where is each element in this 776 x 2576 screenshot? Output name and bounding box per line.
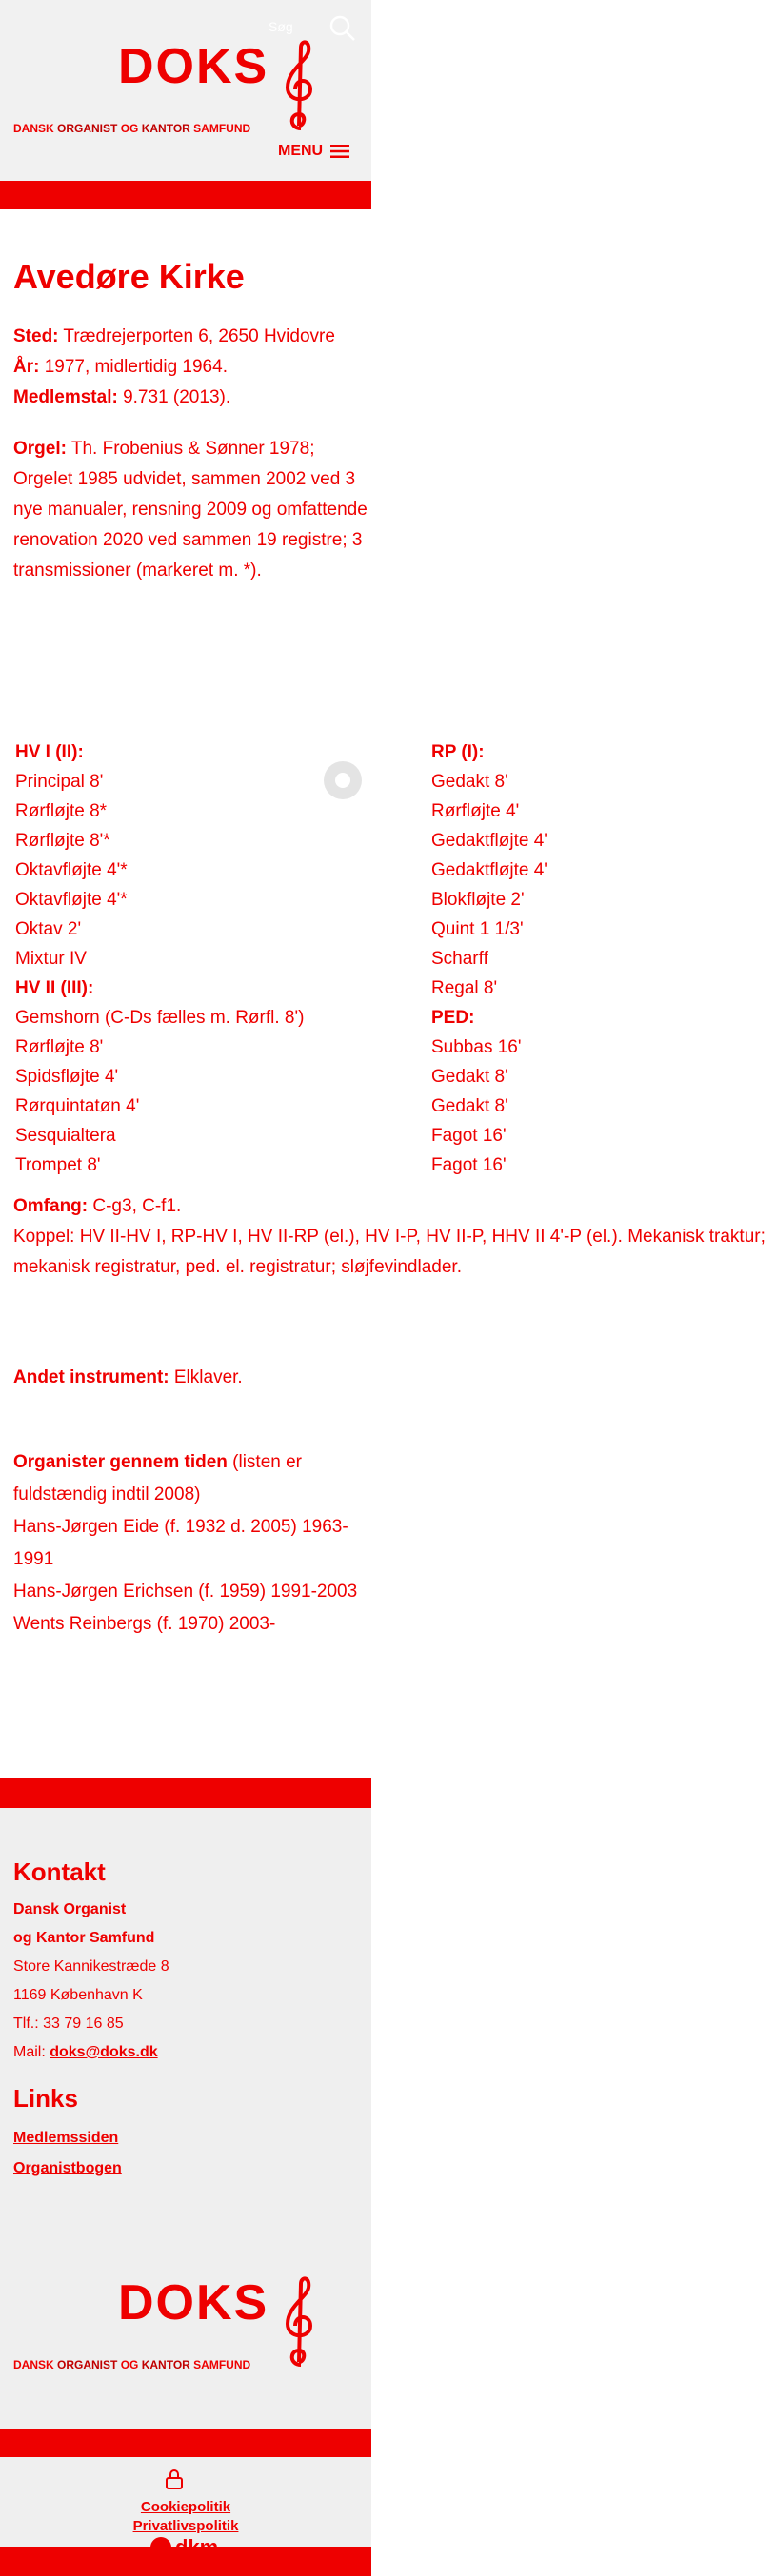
- footer-logo-sub-og: OG: [117, 2358, 142, 2371]
- sted-label: Sted:: [13, 326, 59, 346]
- organist-item: Hans-Jørgen Eide (f. 1932 d. 2005) 1963-1991: [13, 1517, 348, 1569]
- left-register: Oktavfløjte 4'*: [15, 860, 128, 880]
- cookie-policy-link[interactable]: Cookiepolitik: [140, 2499, 231, 2515]
- andet-line: [13, 1363, 368, 1393]
- right-register: Fagot 16': [431, 1126, 507, 1146]
- right-register: Gedakt 8': [431, 1067, 508, 1087]
- registers-right-column: [431, 737, 717, 1180]
- orgel-value: Th. Frobenius & Sønner 1978; Orgelet 1985 udvidet, sammen 2002 ved 3 nye manualer, rensning 2009 og omfattende renovation 2020 ved sammen 19 registre; 3 transmissioner (markeret m. *).: [13, 439, 368, 580]
- medlemstal-value: 9.731 (2013).: [117, 387, 231, 407]
- link-organistbogen[interactable]: Organistbogen: [13, 2160, 122, 2176]
- org-name-2: og Kantor Samfund: [13, 1930, 155, 1946]
- right-register: Scharff: [431, 949, 488, 969]
- address-line-1: Store Kannikestræde 8: [13, 1958, 169, 1975]
- left-register: Oktavfløjte 4'*: [15, 890, 128, 910]
- phone-number: Tlf.: 33 79 16 85: [13, 2016, 124, 2032]
- koppel-line: Koppel: HV II-HV I, RP-HV I, HV II-RP (el.), HV I-P, HV II-P, HHV II 4'-P (el.). Mekanisk traktur; mekanisk registratur, ped. el. registratur; sløjfevindlader.: [13, 1227, 766, 1277]
- organists-note: (listen er fuldstændig indtil 2008): [13, 1452, 303, 1504]
- right-register: Gedakt 8': [431, 772, 508, 792]
- footer-logo-subtitle: [13, 2358, 250, 2371]
- left-register: Rørquintatøn 4': [15, 1096, 140, 1116]
- andet-instrument: [13, 1363, 368, 1393]
- organists-section: [13, 1446, 368, 1641]
- omfang-section: [13, 1191, 766, 1283]
- right-register: Blokfløjte 2': [431, 890, 525, 910]
- footer-logo-sub-dansk: DANSK: [13, 2358, 58, 2371]
- link-medlemssiden[interactable]: Medlemssiden: [13, 2130, 119, 2146]
- menu-label: MENU: [278, 143, 324, 159]
- left-register: Rørfløjte 8': [15, 1037, 104, 1057]
- orgel-label: Orgel:: [13, 439, 67, 459]
- mail-label: Mail:: [13, 2044, 50, 2060]
- fact-medlemstal: [13, 383, 368, 413]
- footer-treble-clef-icon: [280, 2274, 318, 2370]
- footer-logo-sub-organist: ORGANIST: [57, 2358, 118, 2371]
- footer-logo-sub-kantor: KANTOR: [141, 2358, 190, 2371]
- organist-item: Hans-Jørgen Erichsen (f. 1959) 1991-2003: [13, 1582, 358, 1602]
- header-divider-bar: [0, 181, 371, 209]
- left-register: Oktav 2': [15, 919, 82, 939]
- footer-bottom-bar: [0, 2429, 371, 2457]
- left-register: Sesquialtera: [15, 1126, 116, 1146]
- right-register: Gedakt 8': [431, 1096, 508, 1116]
- hamburger-icon: [330, 145, 349, 158]
- footer-logo-wordmark: DOKS: [118, 2275, 269, 2330]
- organist-list: [13, 1511, 368, 1641]
- organists-label: Organister gennem tiden: [13, 1452, 228, 1472]
- menu-button[interactable]: [278, 143, 349, 160]
- right-heading: RP (I):: [431, 742, 485, 762]
- page-bottom-bar: [0, 2547, 371, 2576]
- sted-value: Trædrejerporten 6, 2650 Hvidovre: [58, 326, 335, 346]
- church-article: [13, 257, 368, 586]
- address-line-2: 1169 København K: [13, 1987, 143, 2003]
- doks-logo[interactable]: [13, 38, 356, 143]
- omfang-label: Omfang:: [13, 1196, 89, 1216]
- organists-heading: [13, 1446, 368, 1511]
- logo-sub-kantor: KANTOR: [141, 122, 190, 135]
- left-register: Mixtur IV: [15, 949, 87, 969]
- right-register: Gedaktfløjte 4': [431, 831, 547, 851]
- footer-logo[interactable]: [13, 2274, 356, 2379]
- treble-clef-icon: [280, 38, 318, 133]
- contact-block: [13, 1896, 169, 2067]
- left-register: Spidsfløjte 4': [15, 1067, 119, 1087]
- omfang-value: C-g3, C-f1.: [88, 1196, 182, 1216]
- mail-line: [13, 2038, 169, 2067]
- fact-aar: [13, 352, 368, 383]
- fact-orgel: [13, 434, 368, 586]
- links-heading: Links: [13, 2084, 78, 2113]
- lock-icon: [164, 2468, 185, 2489]
- site-header: [0, 0, 371, 181]
- left-register: Rørfløjte 8'*: [15, 831, 110, 851]
- left-heading: HV II (III):: [15, 978, 94, 998]
- medlemstal-label: Medlemstal:: [13, 387, 118, 407]
- footer-logo-sub-samfund: SAMFUND: [189, 2358, 251, 2371]
- left-register: Rørfløjte 8*: [15, 801, 108, 821]
- right-register: Subbas 16': [431, 1037, 522, 1057]
- andet-label: Andet instrument:: [13, 1367, 169, 1387]
- andet-value: Elklaver.: [169, 1367, 243, 1387]
- right-register: Regal 8': [431, 978, 498, 998]
- privacy-policy-link[interactable]: Privatlivspolitik: [132, 2518, 239, 2534]
- registers-left-column: [15, 737, 377, 1180]
- logo-sub-og: OG: [117, 122, 142, 135]
- right-register: Quint 1 1/3': [431, 919, 524, 939]
- aar-value: 1977, midlertidig 1964.: [39, 357, 228, 377]
- logo-wordmark: DOKS: [118, 39, 269, 94]
- left-register: Principal 8': [15, 772, 104, 792]
- logo-sub-dansk: DANSK: [13, 122, 58, 135]
- org-name-1: Dansk Organist: [13, 1901, 127, 1917]
- logo-sub-samfund: SAMFUND: [189, 122, 251, 135]
- right-heading: PED:: [431, 1008, 475, 1028]
- aar-label: År:: [13, 357, 40, 377]
- search-label: Søg: [269, 19, 293, 34]
- footer-divider-bar: [0, 1778, 371, 1808]
- logo-sub-organist: ORGANIST: [57, 122, 118, 135]
- right-register: Gedaktfløjte 4': [431, 860, 547, 880]
- fact-sted: [13, 322, 368, 352]
- left-register: Trompet 8': [15, 1155, 101, 1175]
- right-register: Fagot 16': [431, 1155, 507, 1175]
- organist-item: Wents Reinbergs (f. 1970) 2003-: [13, 1614, 276, 1634]
- page-title: Avedøre Kirke: [13, 257, 245, 296]
- logo-subtitle: [13, 122, 250, 135]
- left-register: Gemshorn (C-Ds fælles m. Rørfl. 8'): [15, 1008, 305, 1028]
- kontakt-heading: Kontakt: [13, 1858, 106, 1886]
- mail-link[interactable]: doks@doks.dk: [50, 2044, 158, 2060]
- left-heading: HV I (II):: [15, 742, 84, 762]
- omfang-line: [13, 1191, 766, 1222]
- right-register: Rørfløjte 4': [431, 801, 520, 821]
